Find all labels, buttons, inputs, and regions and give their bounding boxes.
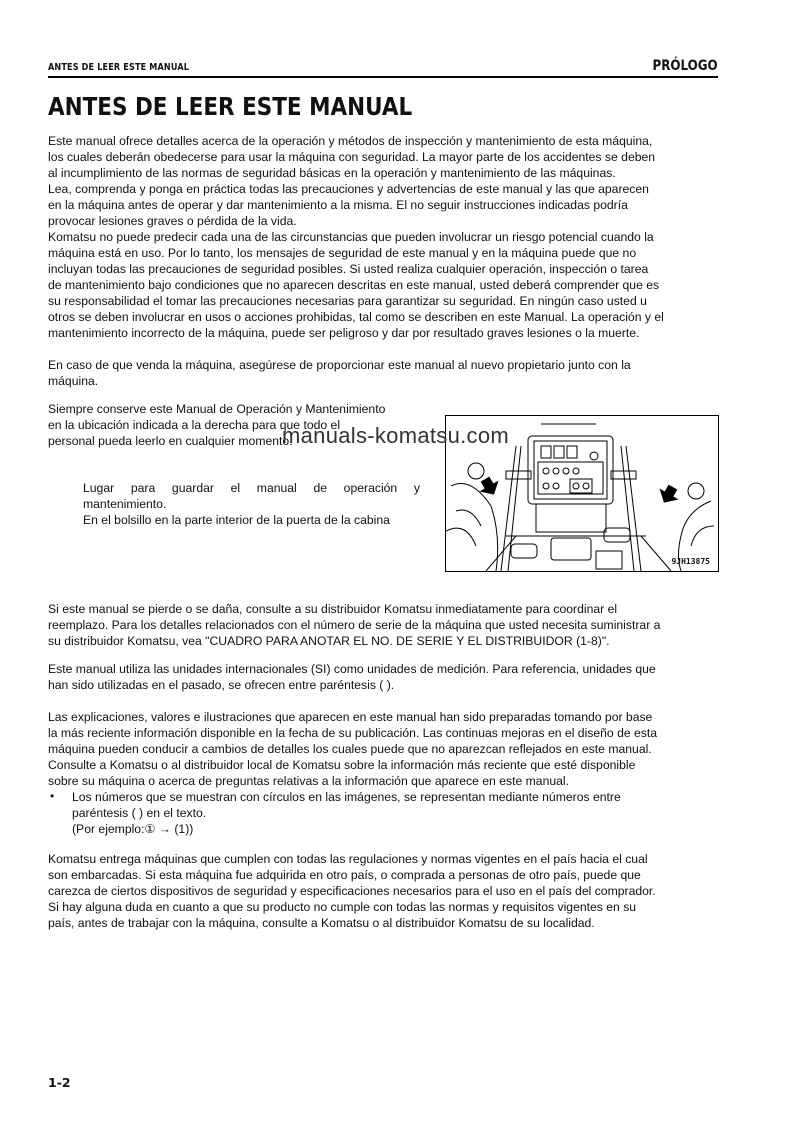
paragraph-storage-location bbox=[83, 480, 420, 528]
watermark: manuals-komatsu.com bbox=[282, 423, 509, 448]
paragraph-bullet-note bbox=[72, 789, 718, 837]
text-line: al incumplimiento de las normas de seguridad básicas en la operación y mantenimiento de las máquinas. bbox=[48, 166, 616, 180]
text-line: máquina pueden conducir a cambios de detalles los cuales puede que no aparezcan reflejados en este manual. bbox=[48, 742, 652, 756]
text-line: Komatsu entrega máquinas que cumplen con todas las regulaciones y normas vigentes en el país hacia el cual bbox=[48, 852, 648, 866]
text-line: su distribuidor Komatsu, vea "CUADRO PARA ANOTAR EL NO. DE SERIE Y EL DISTRIBUIDOR (1-8)". bbox=[48, 634, 610, 648]
text-line: incluyan todas las precauciones de seguridad posibles. Si usted realiza cualquier operación, inspección o tarea bbox=[48, 262, 649, 276]
text-line: reemplazo. Para los detalles relacionados con el número de serie de la máquina que usted necesita suministrar a bbox=[48, 618, 661, 632]
text-line: Komatsu no puede predecir cada una de las circunstancias que pueden involucrar un riesgo potencial cuando la bbox=[48, 230, 654, 244]
text-line: carezca de ciertos dispositivos de seguridad y especificaciones necesarios para el uso en el país del comprador. bbox=[48, 884, 656, 898]
text-line: Este manual utiliza las unidades internacionales (SI) como unidades de medición. Para referencia, unidades que bbox=[48, 662, 656, 676]
text-line: mantenimiento. bbox=[83, 497, 167, 511]
text-line: otros se deben involucrar en usos o acciones prohibidas, tal como se describen en este Manual. La operación y el bbox=[48, 310, 664, 324]
text-line: Lugar para guardar el manual de operación y bbox=[83, 481, 420, 495]
text-line: los cuales deberán obedecerse para usar la máquina con seguridad. La mayor parte de los accidentes se deben bbox=[48, 150, 656, 164]
text-line: En caso de que venda la máquina, asegúrese de proporcionar este manual al nuevo propietario junto con la bbox=[48, 358, 631, 372]
text-line: en la máquina antes de operar y dar mantenimiento a la misma. El no seguir instrucciones indicadas podría bbox=[48, 198, 628, 212]
text-line: sobre su máquina o acerca de preguntas relativas a la información que aparece en este manual. bbox=[48, 774, 569, 788]
text-line: son embarcadas. Si esta máquina fue adquirida en otro país, o comprada a personas de otro país, puede que bbox=[48, 868, 641, 882]
text-line: paréntesis ( ) en el texto. bbox=[72, 806, 207, 820]
text-line: máquina. bbox=[48, 374, 99, 388]
text-line: Si hay alguna duda en cuanto a que su producto no cumple con todas las normas y requisitos vigentes en su bbox=[48, 900, 637, 914]
text-line: la más reciente información disponible en la fecha de su publicación. Las continuas mejoras en el diseño de esta bbox=[48, 726, 658, 740]
paragraph-explanations bbox=[48, 709, 718, 789]
text-line: de mantenimiento bajo condiciones que no aparecen descritas en este manual, usted deberá comprender que es bbox=[48, 278, 660, 292]
page-number: 1-2 bbox=[48, 1075, 71, 1090]
text-line: En el bolsillo en la parte interior de la puerta de la cabina bbox=[83, 513, 390, 527]
paragraph-lost-manual bbox=[48, 601, 718, 649]
text-line: provocar lesiones graves o pérdida de la vida. bbox=[48, 214, 297, 228]
text-line: Siempre conserve este Manual de Operación y Mantenimiento bbox=[48, 402, 386, 416]
paragraph-units bbox=[48, 661, 718, 693]
text-line: máquina está en uso. Por lo tanto, los mensajes de seguridad de este manual y en la máquina puede que no bbox=[48, 246, 637, 260]
page-header bbox=[48, 56, 718, 78]
text-line: Lea, comprenda y ponga en práctica todas las precauciones y advertencias de este manual y las que aparecen bbox=[48, 182, 649, 196]
header-section-title: ANTES DE LEER ESTE MANUAL bbox=[48, 62, 190, 73]
text-line: su responsabilidad el tomar las precauciones necesarias para garantizar su seguridad. En ningún caso usted u bbox=[48, 294, 647, 308]
text-line: Este manual ofrece detalles acerca de la operación y métodos de inspección y mantenimiento de esta máquina, bbox=[48, 134, 653, 148]
text-line: Las explicaciones, valores e ilustraciones que aparecen en este manual han sido preparadas tomando por base bbox=[48, 710, 653, 724]
paragraph-sale bbox=[48, 357, 718, 389]
text-line: mantenimiento incorrecto de la máquina, puede ser peligroso y dar por resultado graves lesiones o la muerte. bbox=[48, 326, 640, 340]
header-chapter: PRÓLOGO bbox=[652, 58, 718, 74]
text-line: han sido utilizadas en el pasado, se ofrecen entre paréntesis ( ). bbox=[48, 678, 395, 692]
text-line: Consulte a Komatsu o al distribuidor local de Komatsu sobre la información más reciente que esté disponible bbox=[48, 758, 636, 772]
text-line: país, antes de trabajar con la máquina, consulte a Komatsu o al distribuidor Komatsu de su localidad. bbox=[48, 916, 595, 930]
text-line: (Por ejemplo:① → (1)) bbox=[72, 822, 194, 836]
bullet-icon: • bbox=[50, 789, 55, 803]
page-title: ANTES DE LEER ESTE MANUAL bbox=[48, 92, 413, 121]
paragraph-regulations bbox=[48, 851, 718, 931]
text-line: Si este manual se pierde o se daña, consulte a su distribuidor Komatsu inmediatamente para coordinar el bbox=[48, 602, 618, 616]
text-line: personal pueda leerlo en cualquier momento. bbox=[48, 434, 293, 448]
figure-code: 9JH13875 bbox=[671, 557, 710, 566]
text-line: Los números que se muestran con círculos en las imágenes, se representan mediante números entre bbox=[72, 790, 621, 804]
text-line: en la ubicación indicada a la derecha para que todo el bbox=[48, 418, 341, 432]
paragraph-intro bbox=[48, 133, 718, 341]
